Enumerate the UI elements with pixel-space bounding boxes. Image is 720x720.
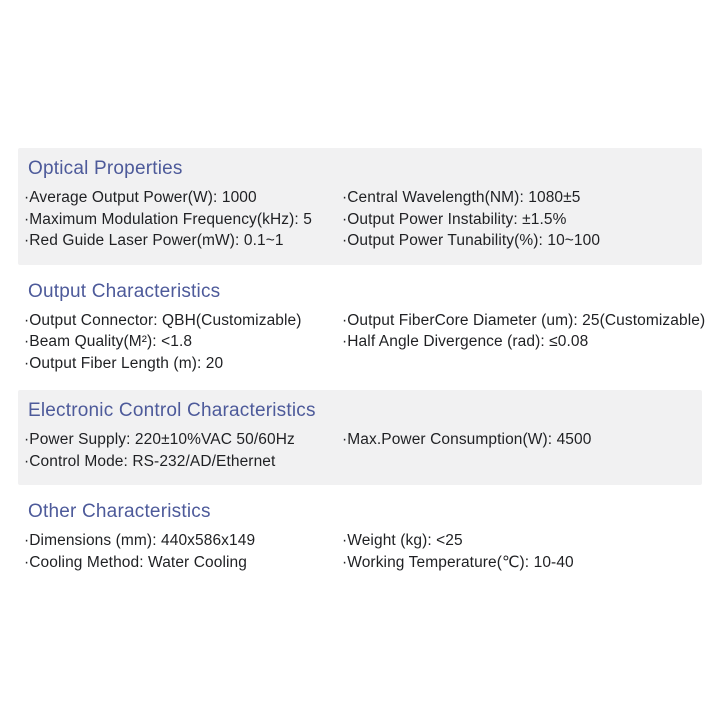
spec-item bbox=[342, 429, 692, 451]
bullet: · bbox=[24, 210, 30, 228]
spec-item-text: Red Guide Laser Power(mW): 0.1~1 bbox=[29, 232, 284, 249]
spec-item bbox=[342, 230, 692, 252]
spec-columns bbox=[24, 530, 692, 573]
spec-column-left bbox=[24, 530, 342, 573]
section-title: Other Characteristics bbox=[28, 501, 211, 522]
bullet: · bbox=[342, 232, 348, 249]
bullet: · bbox=[24, 311, 30, 329]
spec-column-right bbox=[342, 310, 705, 353]
bullet: · bbox=[342, 333, 348, 350]
spec-item bbox=[342, 209, 692, 231]
section-title: Electronic Control Characteristics bbox=[28, 400, 316, 421]
spec-columns bbox=[24, 187, 692, 252]
spec-item-text: Average Output Power(W): 1000 bbox=[29, 189, 257, 206]
bullet: · bbox=[342, 431, 348, 448]
spec-item-text: Output FiberCore Diameter (um): 25(Customizable) bbox=[347, 311, 706, 329]
section-title: Optical Properties bbox=[28, 158, 183, 179]
spec-item-text: Beam Quality(M²): <1.8 bbox=[29, 333, 193, 350]
spec-section bbox=[18, 265, 706, 391]
bullet: · bbox=[24, 232, 30, 249]
spec-item bbox=[24, 209, 342, 231]
bullet: · bbox=[342, 532, 348, 549]
spec-item-text: Working Temperature(℃): 10-40 bbox=[347, 553, 574, 571]
spec-column-left bbox=[24, 429, 342, 472]
spec-item bbox=[24, 331, 342, 353]
bullet: · bbox=[24, 553, 30, 571]
spec-section bbox=[18, 390, 702, 485]
spec-item-text: Dimensions (mm): 440x586x149 bbox=[29, 532, 256, 549]
spec-item-text: Max.Power Consumption(W): 4500 bbox=[347, 431, 592, 448]
spec-item bbox=[342, 552, 692, 574]
bullet: · bbox=[24, 431, 30, 448]
bullet: · bbox=[342, 189, 348, 206]
bullet: · bbox=[24, 354, 30, 372]
spec-item-text: Output Fiber Length (m): 20 bbox=[29, 354, 224, 372]
spec-item bbox=[342, 187, 692, 209]
spec-item-text: Output Power Tunability(%): 10~100 bbox=[347, 232, 601, 249]
bullet: · bbox=[342, 553, 348, 571]
bullet: · bbox=[342, 311, 348, 329]
spec-column-right bbox=[342, 187, 692, 252]
spec-sheet bbox=[18, 148, 706, 589]
spec-column-right bbox=[342, 530, 692, 573]
section-title: Output Characteristics bbox=[28, 280, 221, 302]
spec-item-text: Weight (kg): <25 bbox=[347, 532, 463, 549]
spec-item bbox=[24, 530, 342, 552]
spec-item bbox=[24, 353, 342, 375]
spec-item bbox=[342, 530, 692, 552]
spec-column-left bbox=[24, 187, 342, 252]
spec-item bbox=[24, 310, 342, 332]
spec-columns bbox=[24, 429, 692, 472]
spec-item bbox=[24, 187, 342, 209]
bullet: · bbox=[342, 210, 348, 228]
spec-item bbox=[24, 552, 342, 574]
spec-item bbox=[24, 230, 342, 252]
spec-item bbox=[24, 429, 342, 451]
spec-column-left bbox=[24, 310, 342, 375]
spec-item-text: Control Mode: RS-232/AD/Ethernet bbox=[29, 452, 276, 470]
spec-item-text: Maximum Modulation Frequency(kHz): 5 bbox=[29, 210, 312, 228]
spec-item-text: Half Angle Divergence (rad): ≤0.08 bbox=[347, 333, 589, 350]
bullet: · bbox=[24, 452, 30, 470]
spec-item bbox=[24, 451, 342, 473]
bullet: · bbox=[24, 333, 30, 350]
spec-item-text: Output Connector: QBH(Customizable) bbox=[29, 311, 302, 329]
spec-column-right bbox=[342, 429, 692, 451]
spec-section bbox=[18, 148, 702, 265]
spec-item bbox=[342, 331, 705, 353]
spec-item-text: Cooling Method: Water Cooling bbox=[29, 553, 247, 571]
spec-item-text: Output Power Instability: ±1.5% bbox=[347, 210, 567, 228]
spec-columns bbox=[24, 310, 706, 375]
spec-section bbox=[18, 485, 702, 589]
bullet: · bbox=[24, 532, 30, 549]
spec-item-text: Central Wavelength(NM): 1080±5 bbox=[347, 189, 581, 206]
bullet: · bbox=[24, 189, 30, 206]
spec-item bbox=[342, 310, 705, 332]
spec-item-text: Power Supply: 220±10%VAC 50/60Hz bbox=[29, 431, 295, 448]
